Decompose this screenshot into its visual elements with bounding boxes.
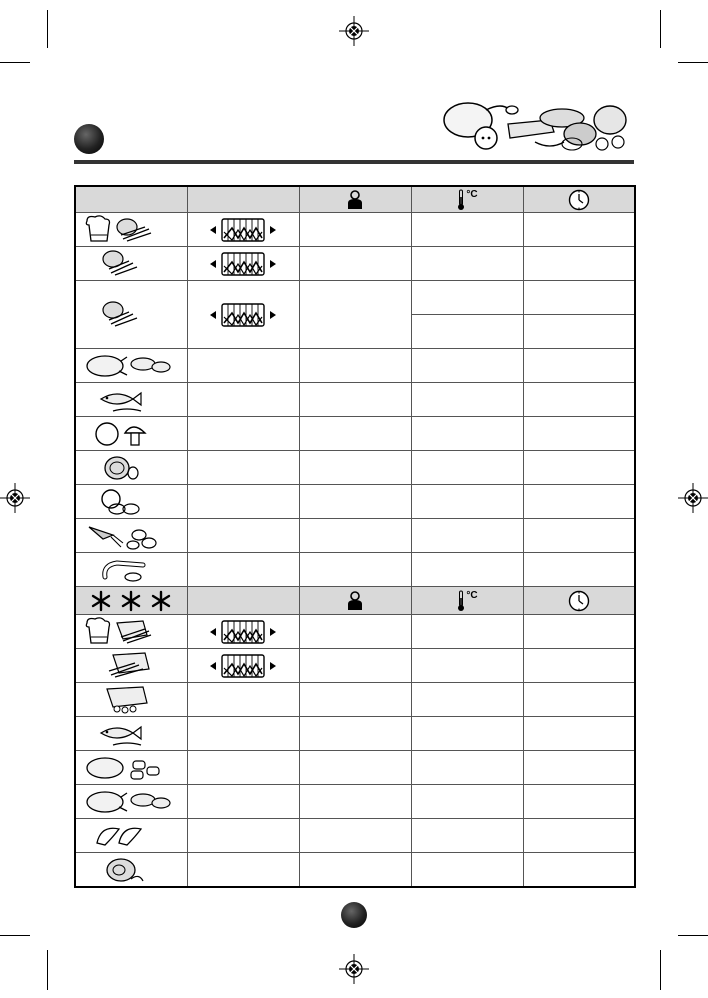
fresh-portion-cell [299, 451, 411, 485]
potato-fries-two-step-icon [83, 300, 179, 330]
frozen-portion-cell [299, 785, 411, 819]
frozen-header-basket [187, 587, 299, 615]
table-row [75, 519, 635, 553]
table-row [75, 349, 635, 383]
person-portion-icon [345, 591, 365, 611]
frozen-header-time [523, 587, 635, 615]
fresh-temperature-cell [411, 247, 523, 281]
fresh-basket-cell [187, 383, 299, 417]
crop-mark [47, 950, 48, 990]
table-row [75, 213, 635, 247]
fresh-basket-cell [187, 247, 299, 281]
frying-basket-icon [208, 652, 278, 680]
fresh-portion-cell [299, 553, 411, 587]
clock-icon [568, 189, 590, 211]
frying-basket-icon [208, 216, 278, 244]
frozen-temperature-cell [411, 649, 523, 683]
fresh-basket-cell [187, 519, 299, 553]
frozen-temperature-cell [411, 615, 523, 649]
frozen-header-temperature [411, 587, 523, 615]
frozen-time-cell [523, 649, 635, 683]
fresh-time-cell [523, 451, 635, 485]
frozen-food-cell [75, 615, 187, 649]
frying-basket-icon [208, 250, 278, 278]
fresh-temperature-cell [411, 315, 523, 349]
squid-rings-icon [83, 521, 179, 551]
fresh-time-cell [523, 349, 635, 383]
food-collage-illustration [440, 98, 634, 158]
fresh-temperature-cell [411, 349, 523, 383]
crop-mark [678, 62, 708, 63]
page-number-badge-icon [341, 902, 367, 928]
table-row [75, 247, 635, 281]
header-basket [187, 186, 299, 213]
registration-mark-icon [678, 483, 708, 513]
frozen-portion-cell [299, 683, 411, 717]
potato-fries-icon [83, 249, 179, 279]
crop-mark [0, 935, 30, 936]
frozen-time-cell [523, 615, 635, 649]
thermometer-icon [456, 590, 466, 612]
frozen-fish-icon [83, 719, 179, 749]
fish-icon [83, 385, 179, 415]
table-row [75, 751, 635, 785]
frozen-header-row [75, 587, 635, 615]
chef-hat-potato-fries-icon [83, 215, 179, 245]
mushroom-icon [83, 419, 179, 449]
frozen-chicken-icon [83, 787, 179, 817]
fresh-portion-cell [299, 519, 411, 553]
crop-mark [678, 935, 708, 936]
frozen-basket-cell [187, 649, 299, 683]
header-temperature [411, 186, 523, 213]
frozen-portion-cell [299, 819, 411, 853]
fresh-temperature-cell [411, 519, 523, 553]
frozen-stars-icon [89, 590, 173, 612]
fresh-food-cell [75, 383, 187, 417]
fresh-temperature-cell [411, 553, 523, 587]
onion-rings-icon [83, 453, 179, 483]
header-portion [299, 186, 411, 213]
frying-basket-icon [208, 618, 278, 646]
frozen-food-cell [75, 683, 187, 717]
fresh-food-cell [75, 349, 187, 383]
fresh-basket-cell [187, 213, 299, 247]
fresh-basket-cell [187, 281, 299, 349]
fresh-temperature-cell [411, 451, 523, 485]
frozen-time-cell [523, 853, 635, 888]
frozen-basket-cell [187, 853, 299, 888]
fresh-time-cell [523, 553, 635, 587]
fresh-temperature-cell [411, 485, 523, 519]
registration-mark-icon [339, 16, 369, 46]
fresh-time-cell [523, 247, 635, 281]
fresh-portion-cell [299, 213, 411, 247]
clock-icon [568, 590, 590, 612]
frozen-portion-cell [299, 615, 411, 649]
frozen-portion-cell [299, 717, 411, 751]
header-food [75, 186, 187, 213]
fresh-food-cell [75, 519, 187, 553]
fresh-portion-cell [299, 485, 411, 519]
frozen-basket-cell [187, 785, 299, 819]
fresh-food-cell [75, 485, 187, 519]
crop-mark [660, 10, 661, 48]
cooking-table [74, 185, 636, 888]
person-portion-icon [345, 190, 365, 210]
frozen-basket-cell [187, 717, 299, 751]
frozen-section [75, 615, 635, 888]
fresh-basket-cell [187, 417, 299, 451]
frozen-temperature-cell [411, 785, 523, 819]
fresh-section [75, 213, 635, 587]
table-row [75, 451, 635, 485]
frozen-food-cell [75, 819, 187, 853]
fresh-basket-cell [187, 485, 299, 519]
frozen-time-cell [523, 751, 635, 785]
crop-mark [660, 950, 661, 990]
fresh-temperature-cell [411, 213, 523, 247]
frozen-stars [75, 587, 187, 615]
frozen-temperature-cell [411, 683, 523, 717]
table-row [75, 717, 635, 751]
frozen-temperature-cell [411, 819, 523, 853]
header-time [523, 186, 635, 213]
frying-basket-icon [208, 301, 278, 329]
frozen-shrimp-icon [83, 821, 179, 851]
fresh-time-cell [523, 213, 635, 247]
fresh-portion-cell [299, 247, 411, 281]
frozen-header-portion [299, 587, 411, 615]
table-row [75, 683, 635, 717]
table-row [75, 853, 635, 888]
black-circle-badge-icon [74, 124, 104, 154]
frozen-fries-bag-icon [83, 651, 179, 681]
fresh-food-cell [75, 281, 187, 349]
frozen-chicken-nuggets-icon [83, 753, 179, 783]
registration-mark-icon [339, 954, 369, 984]
frozen-basket-cell [187, 819, 299, 853]
frozen-vegetables-bag-icon [83, 685, 179, 715]
fresh-time-cell [523, 315, 635, 349]
table-row [75, 649, 635, 683]
sausage-icon [83, 555, 179, 585]
fresh-food-cell [75, 213, 187, 247]
crop-mark [47, 10, 48, 48]
fresh-food-cell [75, 451, 187, 485]
table-row [75, 553, 635, 587]
frozen-food-cell [75, 853, 187, 888]
table-row [75, 281, 635, 315]
fresh-portion-cell [299, 349, 411, 383]
celsius-label: °C [466, 589, 478, 601]
apple-rings-icon [83, 487, 179, 517]
fresh-portion-cell [299, 281, 411, 349]
chef-hat-frozen-fries-icon [83, 617, 179, 647]
table-header-row [75, 186, 635, 213]
frozen-temperature-cell [411, 853, 523, 888]
frozen-time-cell [523, 683, 635, 717]
table-row [75, 485, 635, 519]
table-row [75, 417, 635, 451]
fresh-portion-cell [299, 417, 411, 451]
table-row [75, 785, 635, 819]
frozen-food-cell [75, 649, 187, 683]
frozen-temperature-cell [411, 751, 523, 785]
fresh-food-cell [75, 553, 187, 587]
fresh-food-cell [75, 247, 187, 281]
registration-mark-icon [0, 483, 30, 513]
frozen-time-cell [523, 717, 635, 751]
frozen-meat-icon [83, 855, 179, 885]
fresh-time-cell [523, 417, 635, 451]
fresh-basket-cell [187, 553, 299, 587]
table-row [75, 819, 635, 853]
frozen-basket-cell [187, 683, 299, 717]
fresh-food-cell [75, 417, 187, 451]
header-rule [74, 160, 634, 164]
frozen-time-cell [523, 785, 635, 819]
fresh-time-cell [523, 485, 635, 519]
fresh-temperature-cell [411, 417, 523, 451]
thermometer-icon [456, 189, 466, 211]
chicken-icon [83, 351, 179, 381]
frozen-temperature-cell [411, 717, 523, 751]
fresh-time-cell [523, 383, 635, 417]
frozen-portion-cell [299, 853, 411, 888]
fresh-basket-cell [187, 451, 299, 485]
fresh-temperature-cell [411, 383, 523, 417]
fresh-basket-cell [187, 349, 299, 383]
table-row [75, 383, 635, 417]
frozen-portion-cell [299, 649, 411, 683]
fresh-portion-cell [299, 383, 411, 417]
fresh-temperature-cell [411, 281, 523, 315]
crop-mark [0, 62, 30, 63]
frozen-food-cell [75, 751, 187, 785]
frozen-food-cell [75, 785, 187, 819]
frozen-portion-cell [299, 751, 411, 785]
fresh-time-cell [523, 519, 635, 553]
frozen-basket-cell [187, 615, 299, 649]
frozen-food-cell [75, 717, 187, 751]
table-row [75, 615, 635, 649]
fresh-time-cell [523, 281, 635, 315]
frozen-basket-cell [187, 751, 299, 785]
frozen-time-cell [523, 819, 635, 853]
celsius-label: °C [466, 188, 478, 200]
